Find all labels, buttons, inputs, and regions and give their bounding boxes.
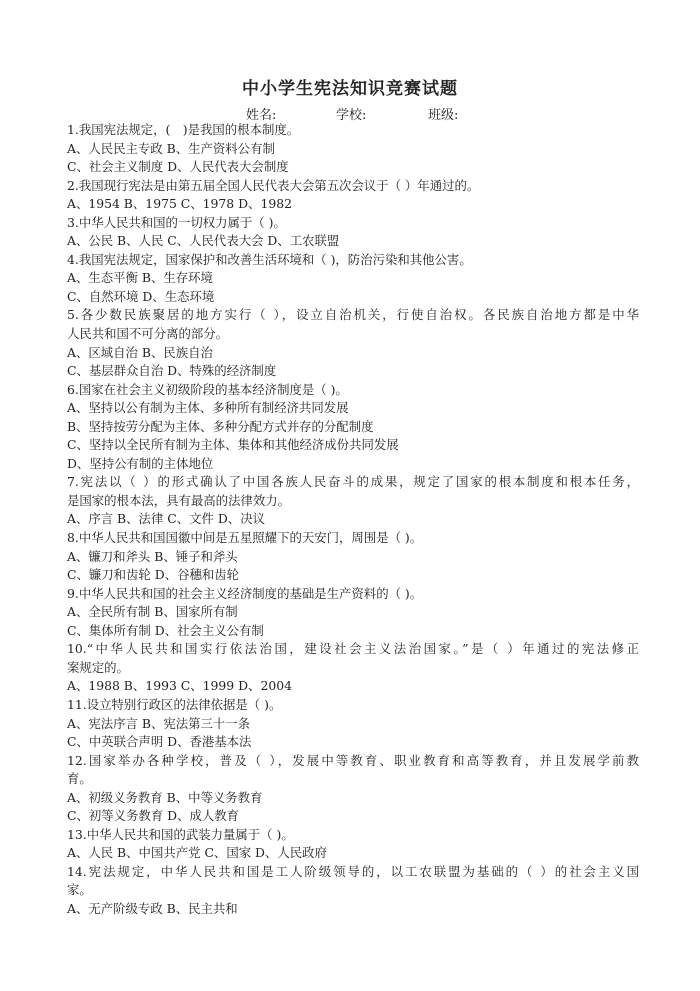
school-label: 学校:	[336, 108, 367, 123]
text-line: A、人民民主专政 B、生产资料公有制	[67, 140, 275, 156]
text-line: 案规定的。	[67, 659, 129, 675]
text-line: 11.设立特别行政区的法律依据是（ )。	[67, 696, 282, 712]
text-line: A、序言 B、法律 C、文件 D、决议	[67, 511, 265, 527]
text-line: 2.我国现行宪法是由第五届全国人民代表大会第五次会议于（ ）年通过的。	[67, 177, 480, 193]
text-line: A、镰刀和斧头 B、锤子和斧头	[67, 548, 238, 564]
text-line: A、无产阶级专政 B、民主共和	[67, 900, 238, 916]
text-line: A、生态平衡 B、生存环境	[67, 270, 213, 286]
text-line: 12.国家举办各种学校，普及（ ），发展中等教育、职业教育和高等教育，并且发展学前教	[67, 752, 639, 768]
text-line: B、坚持按劳分配为主体、多种分配方式并存的分配制度	[67, 418, 374, 434]
page-title: 中小学生宪法知识竞赛试题	[242, 79, 458, 99]
text-line: 4.我国宪法规定，国家保护和改善生活环境和（ )，防治污染和其他公害。	[67, 251, 472, 267]
text-line: A、1954 B、1975 C、1978 D、1982	[67, 196, 292, 212]
text-line: 育。	[67, 771, 92, 787]
text-line: A、初级义务教育 B、中等义务教育	[67, 789, 263, 805]
text-line: C、集体所有制 D、社会主义公有制	[67, 622, 264, 638]
text-line: 9.中华人民共和国的社会主义经济制度的基础是生产资料的（ )。	[67, 585, 423, 601]
text-line: 6.国家在社会主义初级阶段的基本经济制度是（ )。	[67, 381, 348, 397]
text-line: 8.中华人民共和国国徽中间是五星照耀下的天安门，周围是（ )。	[67, 530, 423, 546]
text-line: 7.宪法以（ ）的形式确认了中国各族人民奋斗的成果，规定了国家的根本制度和根本任务，	[67, 474, 639, 490]
text-line: 13.中华人民共和国的武装力量属于（ )。	[67, 826, 294, 842]
text-line: C、基层群众自治 D、特殊的经济制度	[67, 363, 277, 379]
text-line: 3.中华人民共和国的一切权力属于（ )。	[67, 214, 286, 230]
text-line: C、社会主义制度 D、人民代表大会制度	[67, 159, 289, 175]
text-line: A、公民 B、人民 C、人民代表大会 D、工农联盟	[67, 233, 340, 249]
text-line: A、1988 B、1993 C、1999 D、2004	[67, 678, 292, 694]
text-line: A、人民 B、中国共产党 C、国家 D、人民政府	[67, 845, 327, 861]
text-line: 人民共和国不可分离的部分。	[67, 326, 229, 342]
text-line: A、宪法序言 B、宪法第三十一条	[67, 715, 251, 731]
class-label: 班级:	[428, 108, 459, 123]
name-label: 姓名:	[246, 108, 277, 123]
text-line: C、自然环境 D、生态环境	[67, 288, 215, 304]
text-line: A、坚持以公有制为主体、多种所有制经济共同发展	[67, 400, 349, 416]
question-list	[67, 121, 639, 919]
text-line: C、初等义务教育 D、成人教育	[67, 808, 240, 824]
text-line: C、中英联合声明 D、香港基本法	[67, 734, 252, 750]
text-line: A、区域自治 B、民族自治	[67, 344, 213, 360]
text-line: 1.我国宪法规定，( )是我国的根本制度。	[67, 122, 300, 137]
text-line: 家。	[67, 882, 92, 898]
text-line: C、坚持以全民所有制为主体、集体和其他经济成份共同发展	[67, 437, 399, 453]
text-line: 10.“中华人民共和国实行依法治国，建设社会主义法治国家。”是（ ）年通过的宪法修正	[67, 641, 639, 657]
text-line: C、镰刀和齿轮 D、谷穗和齿轮	[67, 567, 240, 583]
text-line: 是国家的根本法，具有最高的法律效力。	[67, 492, 291, 508]
text-line: 14.宪法规定，中华人民共和国是工人阶级领导的，以工农联盟为基础的（ ）的社会主义国	[67, 863, 639, 879]
text-line: D、坚持公有制的主体地位	[67, 455, 214, 471]
text-line: 5.各少数民族聚居的地方实行（ ），设立自治机关，行使自治权。各民族自治地方都是中华	[67, 307, 639, 323]
text-line: A、全民所有制 B、国家所有制	[67, 604, 238, 620]
